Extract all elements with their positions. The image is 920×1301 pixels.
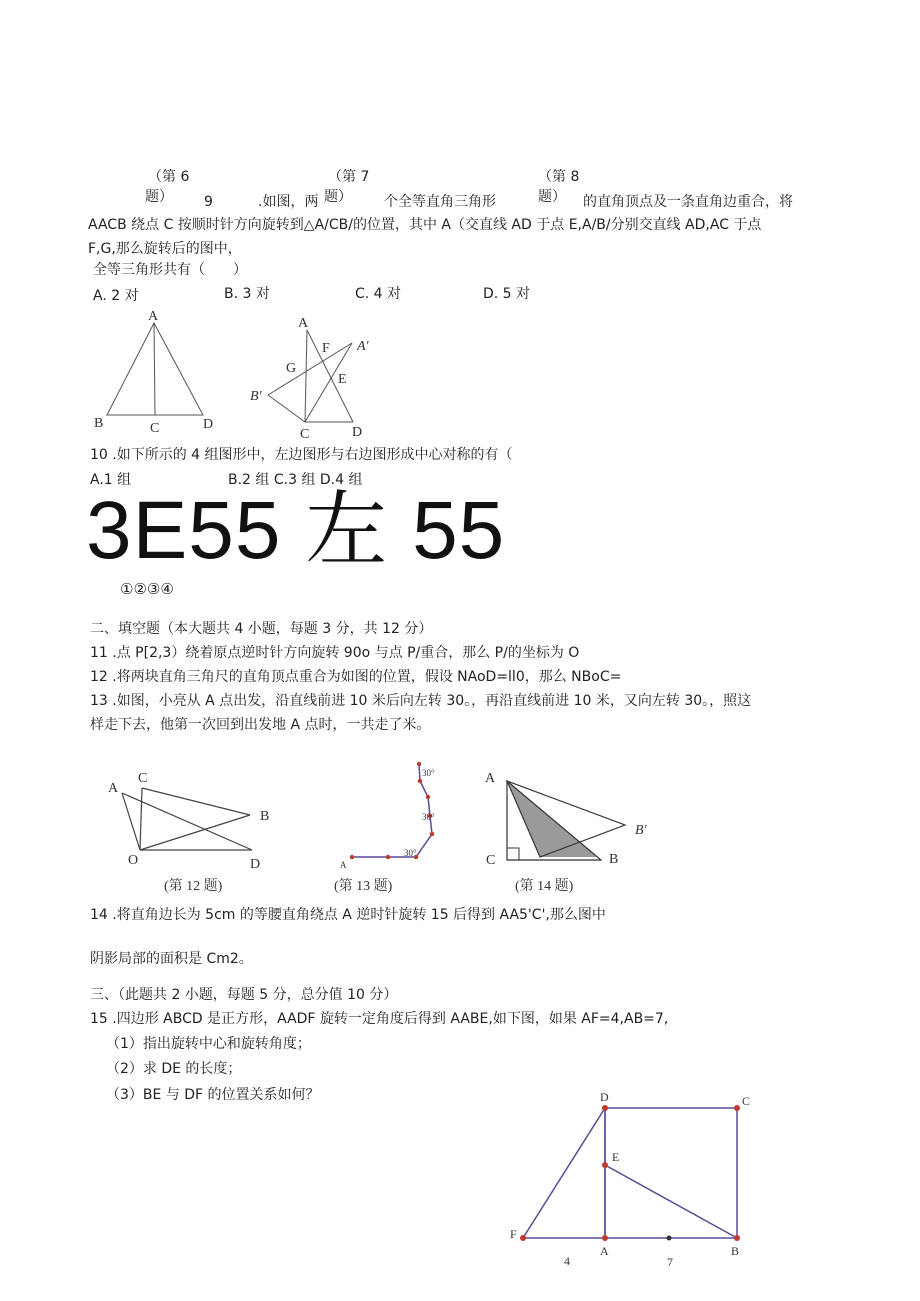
fig15-segment-be [605, 1165, 737, 1238]
fig1-label-b: B [94, 416, 104, 431]
fig15-square-abcd [605, 1108, 737, 1238]
fig2-label-a: A [298, 316, 309, 331]
fig6-caption-a: （第 6 [148, 169, 190, 185]
fig14-label-c: C [486, 853, 496, 868]
fig12-caption: (第 12 题) [164, 879, 223, 894]
q9-number: 9 [204, 194, 213, 210]
fig14-label-b-prime: B′ [635, 823, 647, 838]
q10-figure-numbers: ①②③④ [120, 580, 174, 598]
q10-options-rest: B.2 组 C.3 组 D.4 组 [228, 472, 363, 488]
q9-option-c: C. 4 对 [355, 286, 402, 302]
q9-text-part3: 的直角顶点及一条直角边重合，将 [583, 194, 793, 210]
fig2-label-f: F [322, 341, 330, 356]
fig7-caption-b: 题） [324, 189, 352, 205]
fig15-length-ab: 7 [667, 1255, 673, 1269]
fig13-angle-mid: 30° [422, 812, 435, 822]
q15-text: 15 .四边形 ABCD 是正方形，AADF 旋转一定角度后得到 AABE,如下图，如果 AF=4,AB=7, [90, 1011, 669, 1027]
fig12-label-o: O [128, 853, 139, 868]
q14-text-line1: 14 .将直角边长为 5cm 的等腰直角绕点 A 逆时针旋转 15 后得到 AA5'C',那么图中 [90, 907, 606, 923]
fig14-caption: (第 14 题) [515, 879, 574, 894]
fig8-caption-a: （第 8 [538, 169, 580, 185]
fig13-label-a: A [340, 860, 347, 870]
fig8-caption-b: 题） [538, 189, 566, 205]
fig15-triangle-adf [523, 1108, 605, 1238]
q12-text: 12 .将两块直角三角尺的直角顶点重合为如图的位置，假设 NAoD=ll0，那么 NBoC= [90, 669, 622, 685]
q15-sub1: （1）指出旋转中心和旋转角度； [106, 1036, 311, 1052]
fig6-caption-b: 题） [145, 189, 173, 205]
fig2-label-a-prime: A′ [357, 339, 369, 354]
fig14-label-a: A [485, 771, 496, 786]
q9-text-part2: 个全等直角三角形 [384, 194, 496, 210]
q10-big-figure-text: 3E55 左 55 [86, 485, 506, 576]
q15-sub3: （3）BE 与 DF 的位置关系如何？ [106, 1087, 320, 1103]
fig12-label-d: D [250, 857, 261, 872]
fig15-label-e: E [612, 1150, 620, 1164]
q9-text-line3: F,G,那么旋转后的图中， [88, 241, 242, 257]
fig1-label-c: C [150, 421, 160, 436]
fig15-label-b: B [731, 1244, 740, 1258]
section3-header: 三、（此题共 2 小题，每题 5 分，总分值 10 分） [90, 987, 398, 1003]
fig2-label-c: C [300, 427, 310, 442]
fig7-caption-a: （第 7 [328, 169, 370, 185]
q9-option-d: D. 5 对 [483, 286, 531, 302]
q13-text-line1: 13 .如图，小亮从 A 点出发，沿直线前进 10 米后向左转 30。，再沿直线前进 10 米，又向左转 30。，照这 [90, 693, 752, 709]
fig13-caption: (第 13 题) [334, 879, 393, 894]
q9-text-part1: .如图，两 [258, 194, 319, 210]
q10-option-a: A.1 组 [90, 472, 132, 488]
fig1-label-a: A [148, 309, 159, 324]
fig15-label-a: A [600, 1244, 609, 1258]
fig2-label-g: G [286, 361, 297, 376]
fig13-angle-top: 30° [422, 768, 435, 778]
fig13-angle-bot: 30° [404, 848, 417, 858]
q11-text: 11 .点 P[2,3）绕着原点逆时针方向旋转 90o 与点 P/重合，那么 P/的坐标为 O [90, 645, 580, 661]
fig2-label-b-prime: B′ [250, 389, 262, 404]
q13-text-line2: 样走下去，他第一次回到出发地 A 点时，一共走了米。 [90, 717, 431, 733]
section2-header: 二、填空题（本大题共 4 小题，每题 3 分，共 12 分） [90, 621, 433, 637]
q9-text-line2: AACB 绕点 C 按顺时针方向旋转到△A/CB/的位置，其中 A（交直线 AD 于点 E,A/B/分别交直线 AD,AC 于点 [88, 217, 762, 233]
q10-text: 10 .如下所示的 4 组图形中，左边图形与右边图形成中心对称的有（ [90, 447, 513, 463]
fig12-label-a: A [108, 781, 119, 796]
fig15-label-d: D [600, 1090, 609, 1104]
fig15-length-af: 4 [564, 1254, 570, 1268]
q14-text-line2: 阴影局部的面积是 Cm2。 [90, 951, 253, 967]
fig12-label-c: C [138, 771, 148, 786]
fig15-label-c: C [742, 1094, 751, 1108]
q15-sub2: （2）求 DE 的长度； [106, 1061, 242, 1077]
q9-option-b: B. 3 对 [224, 286, 270, 302]
fig1-label-d: D [203, 417, 214, 432]
fig14-label-b: B [609, 852, 619, 867]
q9-text-line4: 全等三角形共有（ ） [93, 262, 247, 278]
fig12-label-b: B [260, 809, 270, 824]
fig2-label-d: D [352, 425, 363, 440]
q9-option-a: A. 2 对 [93, 288, 139, 304]
fig15-label-f: F [510, 1227, 517, 1241]
fig2-label-e: E [338, 372, 347, 387]
